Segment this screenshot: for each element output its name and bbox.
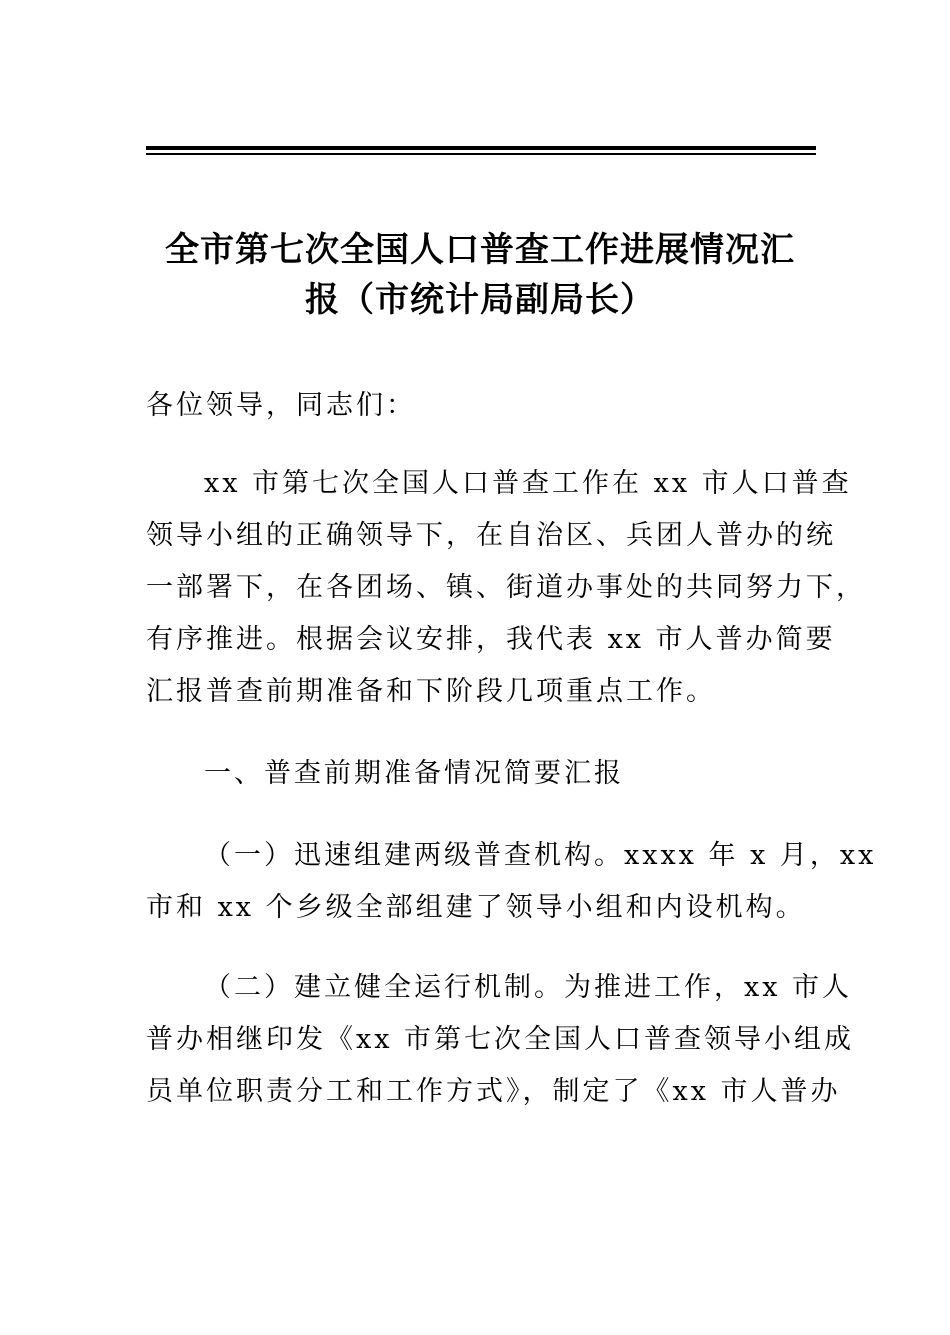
- item2-line-2: 普办相继印发《xx 市第七次全国人口普查领导小组成: [146, 1024, 855, 1055]
- salutation: 各位领导，同志们：: [146, 390, 416, 421]
- item2-line-1: （二）建立健全运行机制。为推进工作，xx 市人: [204, 972, 853, 1003]
- intro-line-2: 领导小组的正确领导下，在自治区、兵团人普办的统: [146, 520, 836, 551]
- item1-line-2: 市和 xx 个乡级全部组建了领导小组和内设机构。: [146, 892, 806, 923]
- intro-line-5: 汇报普查前期准备和下阶段几项重点工作。: [146, 676, 716, 707]
- intro-line-3: 一部署下，在各团场、镇、街道办事处的共同努力下，: [146, 572, 866, 603]
- intro-line-4: 有序推进。根据会议安排，我代表 xx 市人普办简要: [146, 624, 836, 655]
- header-double-rule-bottom: [146, 153, 816, 155]
- intro-line-1: xx 市第七次全国人口普查工作在 xx 市人口普查: [204, 468, 852, 499]
- document-title-line-2: 报（市统计局副局长）: [305, 280, 655, 320]
- section-heading-1: 一、普查前期准备情况简要汇报: [204, 758, 624, 789]
- item1-line-1: （一）迅速组建两级普查机构。xxxx 年 x 月，xx: [204, 840, 877, 871]
- header-double-rule-top: [146, 146, 816, 150]
- document-title-line-1: 全市第七次全国人口普查工作进展情况汇: [165, 230, 795, 270]
- item2-line-3: 员单位职责分工和工作方式》，制定了《xx 市人普办: [146, 1076, 841, 1107]
